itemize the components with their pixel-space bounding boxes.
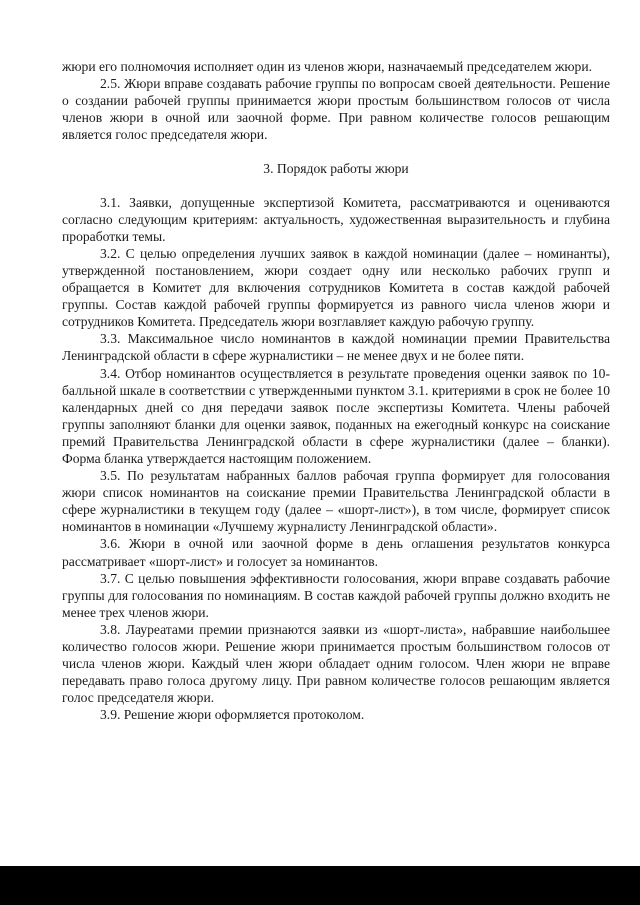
paragraph-2-5: 2.5. Жюри вправе создавать рабочие группы по вопросам своей деятельности. Решение о создании рабочей группы принимается жюри простым большинством голосов от числа членов жюри в очной или заочной форме. При равном количестве голосов решающим является голос председателя жюри.: [62, 76, 610, 143]
paragraph-3-6: 3.6. Жюри в очной или заочной форме в день оглашения результатов конкурса рассматривает «шорт-лист» и голосует за номинантов.: [62, 536, 610, 569]
scan-bottom-edge: [0, 866, 640, 905]
paragraph-3-5: 3.5. По результатам набранных баллов рабочая группа формирует для голосования жюри список номинантов на соискание премии Правительства Ленинградской области в сфере журналистики в текущем году (далее – «шорт-лист»), в том числе, формирует список номинантов в номинации «Лучшему журналисту Ленинградской области».: [62, 468, 610, 535]
document-body: [62, 58, 610, 723]
paragraph-3-8: 3.8. Лауреатами премии признаются заявки из «шорт-листа», набравшие наибольшее количество голосов жюри. Решение жюри принимается простым большинством голосов от числа членов жюри. Каждый член жюри обладает одним голосом. Член жюри не вправе передавать право голоса другому лицу. При равном количестве голосов решающим является голос председателя жюри.: [62, 621, 610, 706]
paragraph-3-9: 3.9. Решение жюри оформляется протоколом.: [100, 707, 365, 723]
paragraph-3-2: 3.2. С целью определения лучших заявок в каждой номинации (далее – номинанты), утвержденной постановлением, жюри создает одну или несколько рабочих групп и обращается в Комитет для включения сотрудников Комитета в состав каждой рабочей группы. Состав каждой рабочей группы формируется из равного числа членов жюри и сотрудников Комитета. Председатель жюри возглавляет каждую рабочую группу.: [62, 245, 610, 330]
section-heading: 3. Порядок работы жюри: [263, 161, 409, 177]
paragraph-carryover: жюри его полномочия исполняет один из членов жюри, назначаемый председателем жюри.: [62, 59, 592, 74]
paragraph-3-4: 3.4. Отбор номинантов осуществляется в результате проведения оценки заявок по 10-балльной шкале в соответствии с утвержденными пунктом 3.1. критериями в срок не более 10 календарных дней со дня передачи заявок после экспертизы Комитета. Члены рабочей группы заполняют бланки для оценки заявок, поданных на ежегодный конкурс на соискание премий Правительства Ленинградской области в сфере журналистики (далее – бланки). Форма бланка утверждается настоящим положением.: [62, 365, 610, 466]
paragraph-3-1: 3.1. Заявки, допущенные экспертизой Комитета, рассматриваются и оцениваются согласно следующим критериям: актуальность, художественная выразительность и глубина проработки темы.: [62, 194, 610, 244]
paragraph-3-7: 3.7. С целью повышения эффективности голосования, жюри вправе создавать рабочие группы для голосования по номинациям. В состав каждой рабочей группы должно входить не менее трех членов жюри.: [62, 570, 610, 620]
paragraph-3-3: 3.3. Максимальное число номинантов в каждой номинации премии Правительства Ленинградской области в сфере журналистики – не менее двух и не более пяти.: [62, 331, 610, 364]
